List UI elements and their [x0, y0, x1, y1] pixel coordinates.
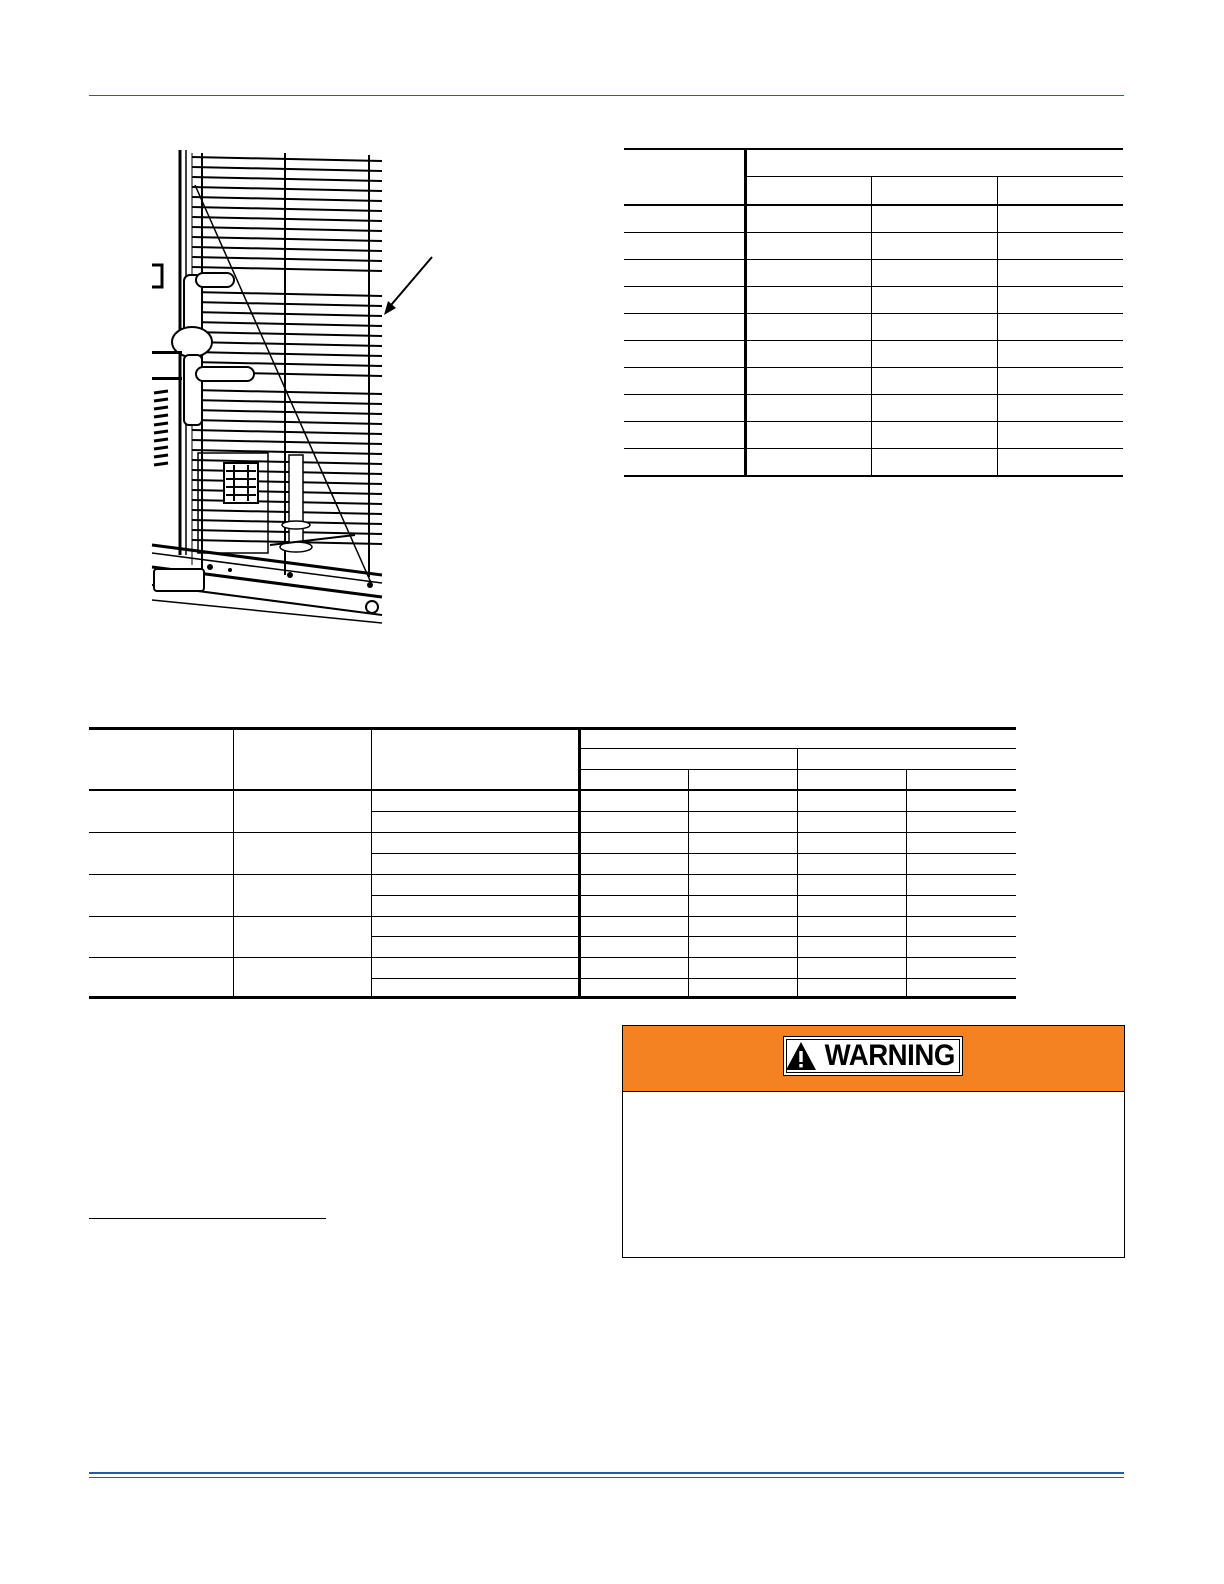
- table-row: [624, 287, 1123, 314]
- footer-rule-thin: [89, 1477, 1124, 1478]
- table-row: [624, 260, 1123, 287]
- header-rule: [89, 95, 1124, 96]
- charge-table: [89, 727, 1016, 999]
- warning-header: [623, 1026, 1124, 1092]
- table-header-cell: [745, 177, 871, 206]
- table-header-cell: [871, 177, 997, 206]
- warning-badge: [783, 1036, 963, 1076]
- table-row: [624, 314, 1123, 341]
- footer-rule: [89, 1472, 1124, 1474]
- table-row: [624, 368, 1123, 395]
- table-header-cell: [997, 177, 1123, 206]
- warning-body: [623, 1092, 1124, 1257]
- table-row: [624, 341, 1123, 368]
- warning-triangle-icon: [785, 1041, 817, 1071]
- note-underline: [89, 1218, 326, 1219]
- table-header-cell: [745, 148, 1123, 177]
- table-row: [624, 449, 1123, 477]
- table-row: [624, 205, 1123, 233]
- table-row: [624, 422, 1123, 449]
- warning-label: WARNING: [824, 1039, 956, 1072]
- capacity-table: [624, 148, 1123, 477]
- warning-box: [622, 1025, 1125, 1258]
- table-row: [624, 395, 1123, 422]
- table-header-cell: [624, 148, 745, 205]
- unit-coil-illustration: [140, 145, 450, 635]
- table-row: [624, 233, 1123, 260]
